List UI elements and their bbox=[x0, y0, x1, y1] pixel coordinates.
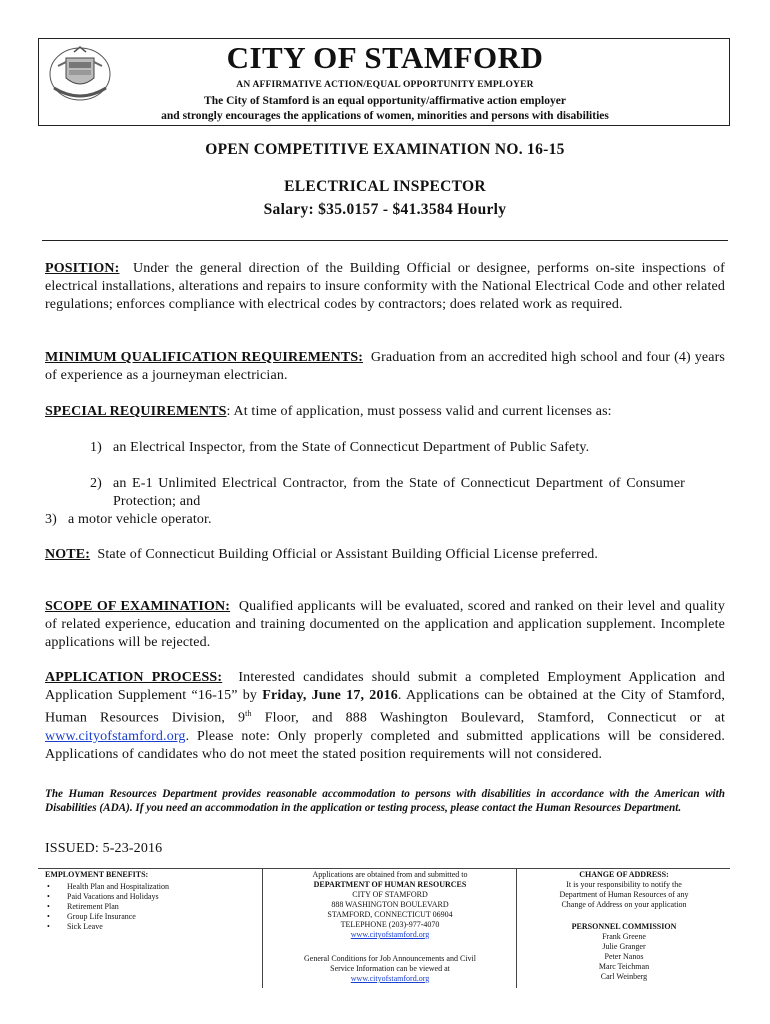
benefit-item: • Retirement Plan bbox=[45, 902, 255, 912]
minimum-text: Graduation from an accredited high school and four (4) years of experience as a journeyman electrician. bbox=[45, 350, 725, 383]
application-text: Floor, and 888 Washington Boulevard, Stamford, Connecticut or at bbox=[264, 710, 725, 726]
application-label: APPLICATION PROCESS: bbox=[45, 670, 223, 685]
requirement-number: 1) bbox=[90, 440, 102, 455]
issued-date: ISSUED: 5-23-2016 bbox=[45, 841, 163, 856]
commission-member: Marc Teichman bbox=[598, 962, 650, 971]
application-text: . Applications can be obtained at the City of Stamford, Human Resources Division, 9 bbox=[45, 688, 725, 726]
department-name: DEPARTMENT OF HUMAN RESOURCES bbox=[313, 880, 467, 889]
commission-member: Carl Weinberg bbox=[600, 972, 648, 981]
commission-member: Peter Nanos bbox=[604, 952, 644, 961]
application-deadline: Friday, June 17, 2016 bbox=[262, 688, 398, 703]
requirement-number: 2) bbox=[90, 476, 102, 491]
position-text: Under the general direction of the Building Official or designee, performs on-site inspections of electrical installations, alterations and repairs to insure conformity with the National Electrical Code and other related regulations; enforces compliance with electrical codes by contractors; does related work as required. bbox=[45, 261, 725, 312]
department-street: 888 WASHINGTON BOULEVARD bbox=[331, 900, 449, 909]
encouragement-line: and strongly encourages the applications of women, minorities and persons with disabilities bbox=[161, 110, 609, 122]
commission-heading: PERSONNEL COMMISSION bbox=[571, 922, 677, 931]
footer-divider bbox=[262, 868, 263, 988]
benefit-item: • Health Plan and Hospitalization bbox=[45, 882, 255, 892]
ada-note: The Human Resources Department provides reasonable accommodation to persons with disabilities in accordance with the American with Disabilities (ADA). If you need an accommodation in the application or testing process, please contact the Human Resources Department. bbox=[45, 788, 725, 814]
scope-label: SCOPE OF EXAMINATION: bbox=[45, 599, 231, 614]
department-website-link[interactable]: www.cityofstamford.org bbox=[350, 930, 430, 939]
address-change-text: It is your responsibility to notify the bbox=[566, 880, 682, 889]
requirement-item: an Electrical Inspector, from the State of Connecticut Department of Public Safety. bbox=[113, 440, 590, 455]
commission-member: Julie Granger bbox=[602, 942, 646, 951]
department-phone: TELEPHONE (203)-977-4070 bbox=[340, 920, 440, 929]
benefit-item: • Group Life Insurance bbox=[45, 912, 255, 922]
note-label: NOTE: bbox=[45, 547, 91, 562]
address-column bbox=[522, 870, 726, 982]
position-section bbox=[45, 260, 725, 314]
position-title: ELECTRICAL INSPECTOR bbox=[284, 178, 486, 195]
footer-divider bbox=[516, 868, 517, 988]
application-text: Interested candidates should submit a completed Employment Application and Application Supplement “16-15” by bbox=[45, 670, 725, 703]
department-intro: Applications are obtained from and submitted to bbox=[312, 870, 468, 879]
benefits-column bbox=[45, 870, 255, 932]
address-change-heading: CHANGE OF ADDRESS: bbox=[579, 870, 669, 879]
conditions-text: General Conditions for Job Announcements and Civil bbox=[304, 954, 476, 963]
special-text: : At time of application, must possess valid and current licenses as: bbox=[226, 404, 612, 419]
special-label: SPECIAL REQUIREMENTS bbox=[45, 404, 227, 419]
department-column bbox=[268, 870, 512, 984]
minimum-label: MINIMUM QUALIFICATION REQUIREMENTS: bbox=[45, 350, 364, 365]
commission-member: Frank Greene bbox=[602, 932, 646, 941]
application-section bbox=[45, 669, 725, 764]
note-text: State of Connecticut Building Official or Assistant Building Official License preferred. bbox=[97, 547, 599, 562]
benefit-item: • Sick Leave bbox=[45, 922, 255, 932]
affirmative-action-line: AN AFFIRMATIVE ACTION/EQUAL OPPORTUNITY EMPLOYER bbox=[236, 80, 534, 90]
city-title: CITY OF STAMFORD bbox=[226, 40, 544, 75]
special-requirements-section bbox=[45, 403, 725, 421]
exam-number: OPEN COMPETITIVE EXAMINATION NO. 16-15 bbox=[205, 141, 565, 158]
benefit-item: • Paid Vacations and Holidays bbox=[45, 892, 255, 902]
department-city: CITY OF STAMFORD bbox=[352, 890, 428, 899]
requirement-number: 3) bbox=[45, 512, 57, 527]
salary: Salary: $35.0157 - $41.3584 Hourly bbox=[263, 201, 507, 218]
divider bbox=[42, 240, 728, 241]
footer-top-border bbox=[38, 868, 730, 869]
address-change-text: Department of Human Resources of any bbox=[559, 890, 689, 899]
requirement-item: a motor vehicle operator. bbox=[68, 512, 212, 527]
conditions-text: Service Information can be viewed at bbox=[330, 964, 450, 973]
floor-suffix: th bbox=[245, 709, 252, 718]
requirement-item: an E-1 Unlimited Electrical Contractor, from the State of Connecticut Department of Consumer Protection; and bbox=[113, 476, 685, 509]
scope-text: Qualified applicants will be evaluated, scored and ranked on their level and quality of related experience, education and training documented on the application and application supplement. Incomplete applications will be rejected. bbox=[45, 599, 725, 650]
equal-opportunity-line: The City of Stamford is an equal opportunity/affirmative action employer bbox=[204, 95, 566, 107]
benefits-heading: EMPLOYMENT BENEFITS: bbox=[45, 870, 149, 879]
scope-section bbox=[45, 598, 725, 652]
department-town: STAMFORD, CONNECTICUT 06904 bbox=[327, 910, 453, 919]
conditions-website-link[interactable]: www.cityofstamford.org bbox=[350, 974, 430, 983]
application-text: . Please note: Only properly completed and submitted applications will be considered. Applications of candidates who do not meet the stated position requirements will not considered. bbox=[45, 728, 725, 762]
address-change-text: Change of Address on your application bbox=[561, 900, 687, 909]
position-label: POSITION: bbox=[45, 261, 120, 276]
website-link[interactable]: www.cityofstamford.org bbox=[45, 728, 186, 744]
minimum-qualifications-section bbox=[45, 349, 725, 385]
note-section bbox=[45, 546, 725, 564]
